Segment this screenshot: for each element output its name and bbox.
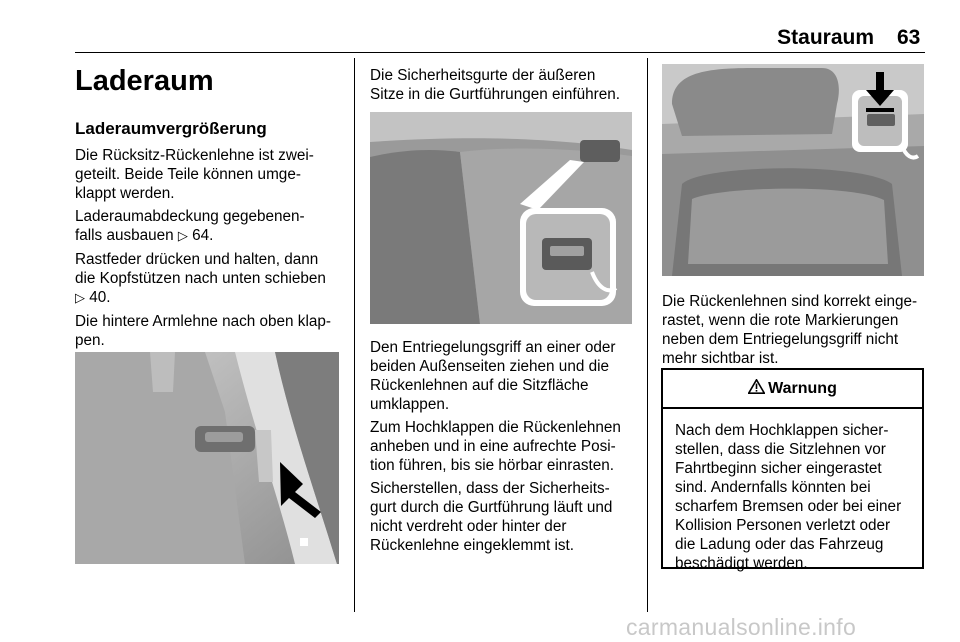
text-line <box>75 288 345 308</box>
text-line: Nach dem Hochklappen sicher- <box>675 422 889 439</box>
text-line: stellen, dass die Sitzlehnen vor <box>675 441 886 458</box>
text-line: Sitze in die Gurtführungen einführen. <box>370 86 621 103</box>
text-line: pen. <box>75 332 105 349</box>
text-line: klappt werden. <box>75 185 175 202</box>
warning-header <box>663 370 922 409</box>
text-line: die Kopfstützen nach unten schieben <box>75 270 326 287</box>
figure-belt-guide <box>370 112 632 324</box>
text-line: Die hintere Armlehne nach oben klap- <box>75 313 331 330</box>
warning-body <box>663 409 922 573</box>
text-line: neben dem Entriegelungsgriff nicht <box>662 331 899 348</box>
text-line: tion führen, bis sie hörbar einrasten. <box>370 457 615 474</box>
text-line: gurt durch die Gurtführung läuft und <box>370 499 613 516</box>
column-divider-2 <box>647 58 648 612</box>
text-line: Rückenlehne eingeklemmt ist. <box>370 537 575 554</box>
watermark: carmanualsonline.info <box>626 614 857 640</box>
page-ref-40[interactable]: 40. <box>89 289 111 306</box>
text-line: Fahrtbeginn sicher eingerastet <box>675 460 882 477</box>
text-line: Rückenlehnen auf die Sitzfläche <box>370 377 589 394</box>
paragraph-rucksitz <box>75 146 345 203</box>
figure-headrest-release <box>75 352 339 564</box>
text-line: umklappen. <box>370 396 450 413</box>
text-line: Die Rücksitz-Rückenlehne ist zwei- <box>75 147 314 164</box>
page-number: 63 <box>897 26 921 49</box>
column-1 <box>75 64 345 354</box>
text-line: beiden Außenseiten ziehen und die <box>370 358 609 375</box>
section-title: Stauraum <box>777 26 874 49</box>
text-line: anheben und in eine aufrechte Posi- <box>370 438 616 455</box>
text-line: Die Rückenlehnen sind korrekt einge- <box>662 293 918 310</box>
paragraph-rastfeder <box>75 250 345 308</box>
text-line: Zum Hochklappen die Rückenlehnen <box>370 419 621 436</box>
warning-title: Warnung <box>768 379 837 397</box>
paragraph-rueckenlehnen-eingerastet <box>662 292 930 368</box>
text-line: Den Entriegelungsgriff an einer oder <box>370 339 616 356</box>
paragraph-armlehne <box>75 312 345 350</box>
column-2-lower <box>370 338 640 559</box>
text-line: Rastfeder drücken und halten, dann <box>75 251 319 268</box>
column-3 <box>662 292 930 372</box>
paragraph-sicherstellen <box>370 479 640 555</box>
warning-box <box>661 368 924 572</box>
figure-seatback-latch <box>662 64 924 276</box>
text-line: scharfem Bremsen oder bei einer <box>675 498 902 515</box>
text-line: Laderaumabdeckung gegebenen- <box>75 208 305 225</box>
text-line: Sicherstellen, dass der Sicherheits- <box>370 480 610 497</box>
paragraph-laderaumabdeckung <box>75 207 345 246</box>
text-line <box>75 226 345 246</box>
text-line: Die Sicherheitsgurte der äußeren <box>370 67 596 84</box>
triangle-ref-icon: ▷ <box>75 291 85 306</box>
heading-laderaum: Laderaum <box>75 65 214 97</box>
header-rule <box>75 52 925 53</box>
warning-icon <box>748 379 765 399</box>
paragraph-entriegelungsgriff <box>370 338 640 414</box>
text-line: mehr sichtbar ist. <box>662 350 779 367</box>
text-line: sind. Andernfalls könnten bei <box>675 479 871 496</box>
column-2 <box>370 66 640 108</box>
subheading-laderaumvergroesserung: Laderaumvergrößerung <box>75 119 267 138</box>
text-line: Kollision Personen verletzt oder <box>675 517 891 534</box>
text-line: beschädigt werden. <box>675 555 808 572</box>
text-line: rastet, wenn die rote Markierungen <box>662 312 899 329</box>
text-line: nicht verdreht oder hinter der <box>370 518 567 535</box>
page-ref-64[interactable]: 64. <box>192 227 214 244</box>
paragraph-sicherheitsgurte <box>370 66 640 104</box>
text-line: geteilt. Beide Teile können umge- <box>75 166 301 183</box>
text-fragment: falls ausbauen <box>75 227 174 244</box>
triangle-ref-icon: ▷ <box>177 229 188 244</box>
text-line: die Ladung oder das Fahrzeug <box>675 536 884 553</box>
column-divider-1 <box>354 58 355 612</box>
paragraph-hochklappen <box>370 418 640 475</box>
